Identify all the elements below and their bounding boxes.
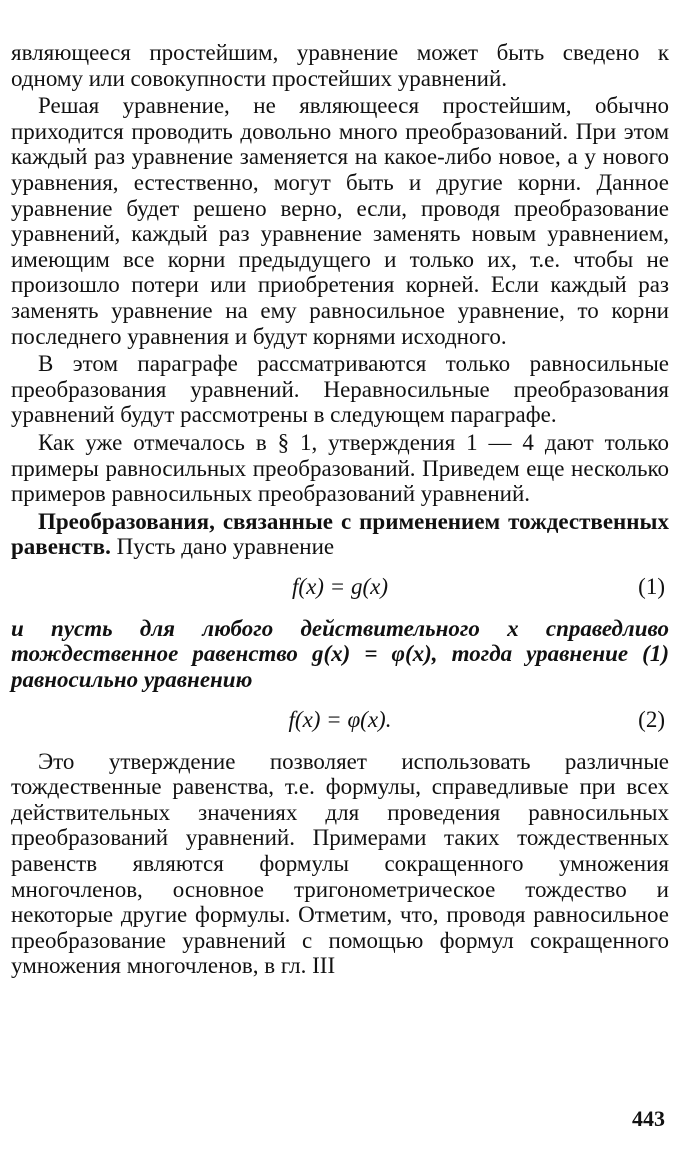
- paragraph-section-scope: В этом параграфе рассматриваются только равносильные преобразования уравнений. Неравносильные преобразования уравнений будут рассмотрены в следующем параграфе.: [11, 351, 669, 428]
- formula-1-number: (1): [638, 573, 665, 599]
- page-number: 443: [632, 1106, 665, 1131]
- paragraph-continuation: являющееся простейшим, уравнение может быть сведено к одному или совокупности простейших уравнений.: [11, 40, 669, 91]
- paragraph-identity-transformations: [11, 509, 669, 560]
- formula-2: [11, 693, 669, 749]
- paragraph-equivalence-intro: Решая уравнение, не являющееся простейшим, обычно приходится проводить довольно много преобразований. При этом каждый раз уравнение заменяется на какое-либо новое, а у нового уравнения, естественно, могут быть и другие корни. Данное уравнение будет решено верно, если, проводя преобразование уравнений, каждый раз уравнение заменять новым уравнением, имеющим все корни предыдущего и только их, т.е. чтобы не произошло потери или приобретения корней. Если каждый раз заменять уравнение на ему равносильное уравнение, то корни последнего уравнения и будут корнями исходного.: [11, 93, 669, 349]
- paragraph-identity-usage: Это утверждение позволяет использовать различные тождественные равенства, т.е. формулы, справедливые при всех действительных значениях для проведения равносильных преобразований уравнений. Примерами таких тождественных равенств являются формулы сокращенного умножения многочленов, основное тригонометрическое тождество и некоторые другие формулы. Отметим, что, проводя равносильное преобразование уравнений с помощью формул сокращенного умножения многочленов, в гл. III: [11, 748, 669, 979]
- paragraph-heading-text: Пусть дано уравнение: [116, 534, 335, 560]
- formula-1-expression: f(x) = g(x): [292, 573, 388, 599]
- paragraph-examples-intro: Как уже отмечалось в § 1, утверждения 1 — 4 дают только примеры равносильных преобразований. Приведем еще несколько примеров равносильных преобразований уравнений.: [11, 429, 669, 507]
- paragraph-heading: Преобразования, связанные с применением тождественных равенств.: [11, 508, 669, 560]
- formula-2-expression: f(x) = φ(x).: [288, 706, 392, 732]
- theorem-statement: и пусть для любого действительного x справедливо тождественное равенство g(x) = φ(x), тогда уравнение (1) равносильно уравнению: [11, 615, 669, 693]
- formula-1: [11, 560, 669, 616]
- formula-2-number: (2): [638, 706, 665, 732]
